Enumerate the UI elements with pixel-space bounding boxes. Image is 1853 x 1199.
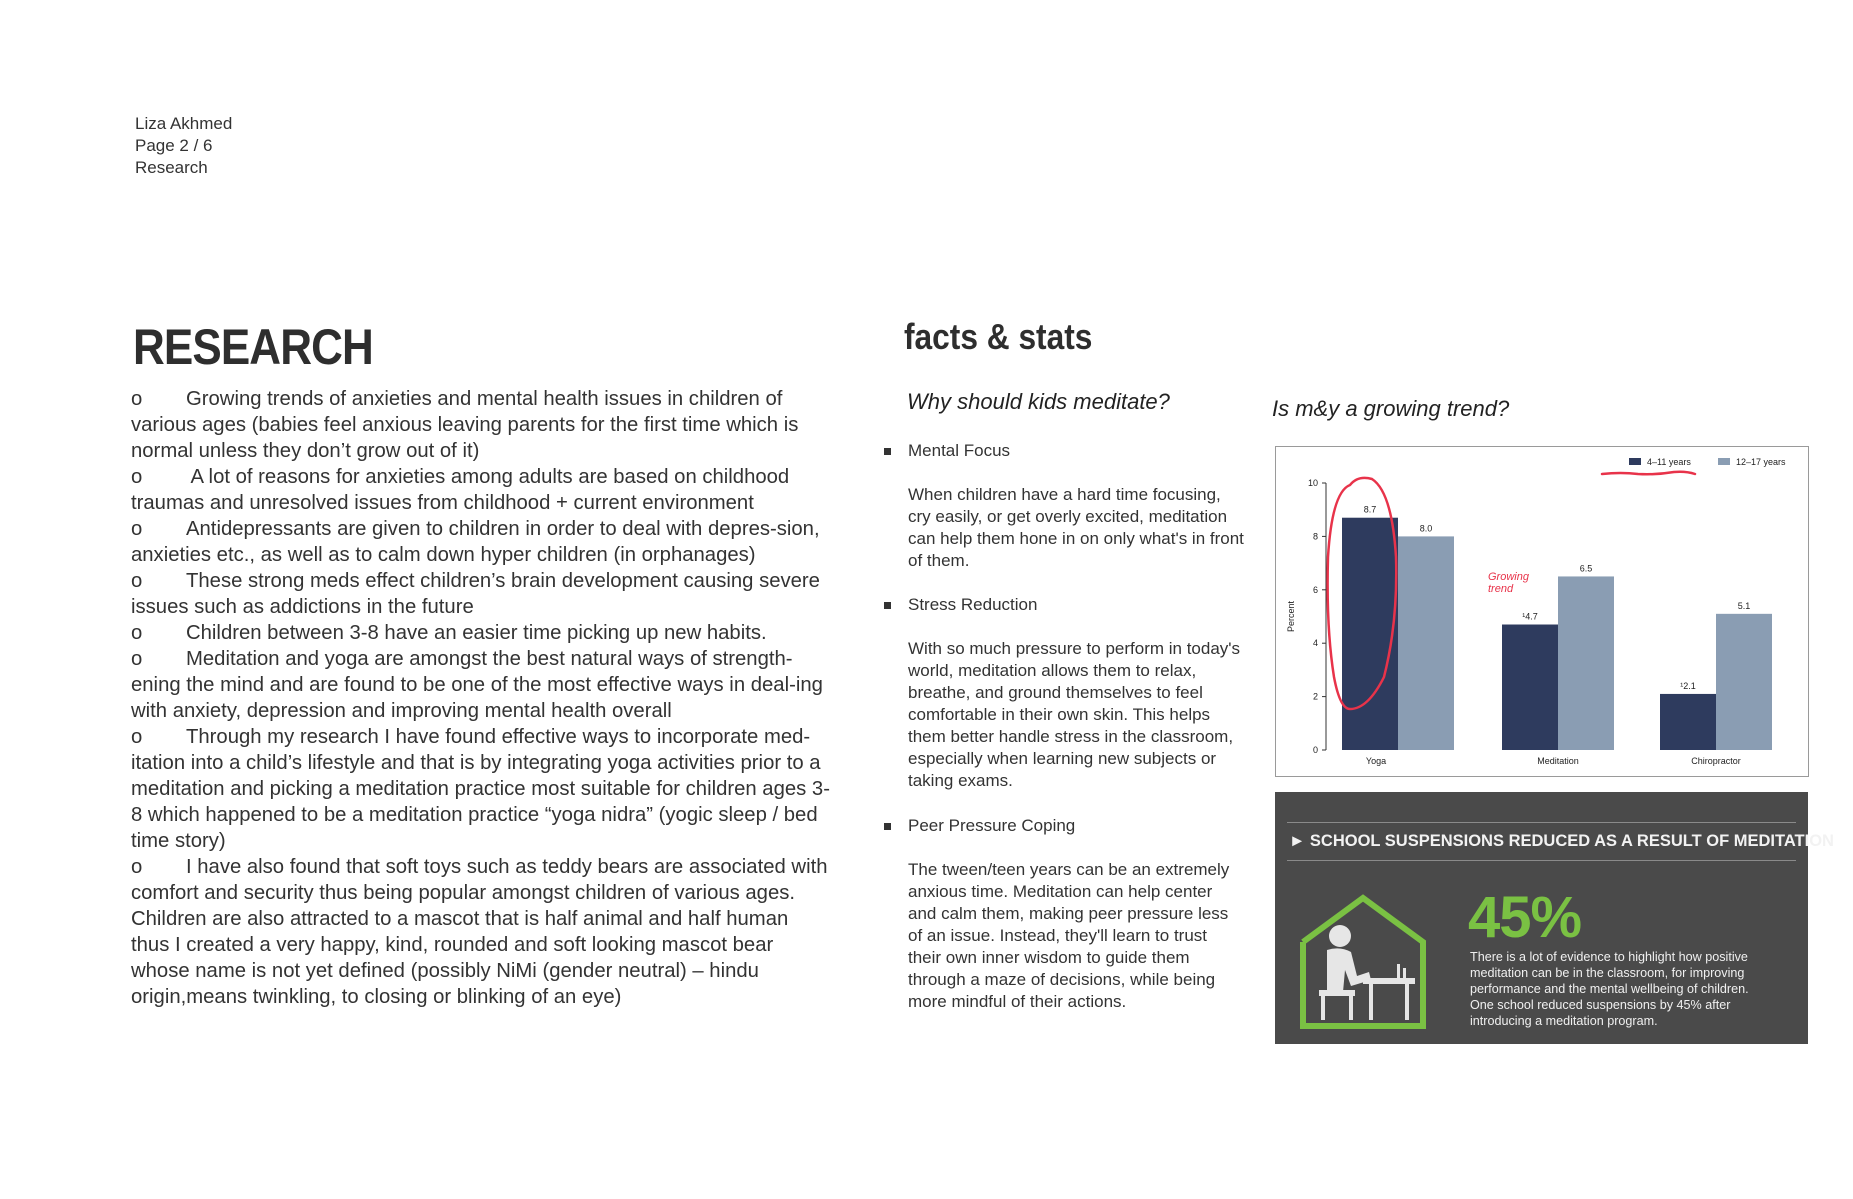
fact-mental-focus [884, 440, 1244, 572]
bar-chiropractor-series-1 [1660, 694, 1716, 750]
research-bullet: o [131, 466, 143, 488]
y-tick-label: 2 [1312, 691, 1318, 702]
infographic-stat: 45% [1468, 885, 1582, 950]
why-meditate-question: Why should kids meditate? [907, 389, 1170, 414]
author-name: Liza Akhmed [135, 114, 233, 133]
research-bullet: o [131, 648, 143, 670]
bar-value-label: 8.0 [1419, 523, 1433, 534]
y-tick-label: 6 [1312, 584, 1318, 595]
research-bullet: o [131, 388, 143, 410]
bar-value-label: 5.1 [1737, 600, 1751, 611]
fact-peer-pressure [884, 815, 1244, 1013]
bar-chiropractor-series-2 [1716, 614, 1772, 750]
bar-value-label: 6.5 [1579, 563, 1593, 574]
research-item-text: Children between 3-8 have an easier time picking up new habits. [186, 622, 767, 644]
research-bullet: o [131, 622, 143, 644]
y-tick-label: 8 [1312, 531, 1318, 542]
fact-heading: Stress Reduction [884, 594, 1244, 616]
research-item [131, 568, 831, 620]
research-bullet: o [131, 856, 143, 878]
divider [1287, 822, 1796, 823]
research-item-text: I have also found that soft toys such as teddy bears are associated with comfort and security thus being popular amongst children of various ages. Children are also attracted to a mascot that is half animal and half human thus I created a very happy, kind, rounded and soft looking mascot bear whose name is not yet defined (possibly NiMi (gender neutral) – hindu origin,means twinkling, to closing or blinking of an eye) [131, 856, 828, 1008]
research-item-text: Antidepressants are given to children in order to deal with depres-sion, anxieties etc., as well as to calm down hyper children (in orphanages) [131, 518, 820, 566]
legend-underline-annotation [1602, 472, 1695, 475]
y-tick-label: 10 [1307, 478, 1318, 488]
fact-body: The tween/teen years can be an extremely anxious time. Meditation can help center and calm them, making peer pressure less of an issue. Instead, they'll learn to trust their own inner wisdom to guide them through a maze of decisions, while being more mindful of their actions. [908, 860, 1230, 1011]
fact-heading: Peer Pressure Coping [884, 815, 1244, 837]
research-bullet: o [131, 518, 143, 540]
research-list [131, 386, 831, 1010]
legend-swatch [1718, 458, 1730, 465]
research-item [131, 620, 831, 646]
research-item [131, 854, 831, 1010]
bar-chart-svg [1276, 447, 1808, 776]
bar-chart [1275, 446, 1809, 777]
research-item-text: A lot of reasons for anxieties among adults are based on childhood traumas and unresolved issues from childhood + current environment [131, 466, 790, 514]
research-bullet: o [131, 726, 143, 748]
infographic-text: There is a lot of evidence to highlight how positive meditation can be in the classroom, for improving performance and the mental wellbeing of children. One school reduced suspensions by 45% after introducing a meditation program. [1470, 950, 1749, 1028]
research-item-text: Growing trends of anxieties and mental health issues in children of various ages (babies feel anxious leaving parents for the first time which is normal unless they don’t grow out of it) [131, 388, 799, 462]
research-item [131, 386, 831, 464]
research-title: RESEARCH [133, 319, 373, 375]
suspensions-infographic [1275, 792, 1834, 1044]
research-item [131, 464, 831, 516]
bar-value-label: ¹4.7 [1522, 611, 1538, 622]
legend-swatch [1629, 458, 1641, 465]
bar-meditation-series-1 [1502, 625, 1558, 750]
growing-trend-question: Is m&y a growing trend? [1272, 396, 1510, 421]
y-tick-label: 0 [1312, 745, 1318, 755]
divider [1287, 860, 1796, 861]
growing-trend-annotation: Growing [1488, 571, 1529, 583]
x-category-label: Chiropractor [1691, 756, 1741, 766]
facts-title: facts & stats [904, 316, 1093, 357]
research-item [131, 516, 831, 568]
bar-meditation-series-2 [1558, 576, 1614, 750]
bar-yoga-series-2 [1398, 536, 1454, 750]
research-bullet: o [131, 570, 143, 592]
legend-label: 4–11 years [1647, 457, 1691, 467]
page-number: Page 2 / 6 [135, 136, 213, 155]
fact-heading: Mental Focus [884, 440, 1244, 462]
legend-label: 12–17 years [1736, 457, 1786, 467]
bar-value-label: 8.7 [1363, 504, 1377, 515]
section-name: Research [135, 158, 208, 177]
child-at-desk-in-house-icon [1297, 892, 1429, 1032]
fact-stress-reduction [884, 594, 1244, 792]
fact-body: With so much pressure to perform in today's world, meditation allows them to relax, breathe, and ground themselves to feel comfortable in their own skin. This helps them better handle stress in the classroom, especially when learning new subjects or taking exams. [908, 639, 1241, 790]
bar-value-label: ¹2.1 [1680, 680, 1696, 691]
growing-trend-annotation: trend [1488, 583, 1514, 595]
document-meta [135, 113, 232, 179]
x-category-label: Meditation [1537, 756, 1579, 766]
infographic-heading: ► SCHOOL SUSPENSIONS REDUCED AS A RESULT OF MEDITATION [1289, 832, 1834, 850]
research-item-text: Through my research I have found effective ways to incorporate med-itation into a child’s lifestyle and that is by integrating yoga activities prior to a meditation and picking a meditation practice most suitable for children ages 3-8 which happened to be a meditation practice “yoga nidra” (yogic sleep / bed time story) [131, 726, 830, 852]
research-item-text: Meditation and yoga are amongst the best natural ways of strength-ening the mind and are found to be one of the most effective ways in deal-ing with anxiety, depression and improving mental health overall [131, 648, 823, 722]
research-item [131, 724, 831, 854]
research-item-text: These strong meds effect children’s brain development causing severe issues such as addictions in the future [131, 570, 820, 618]
y-tick-label: 4 [1312, 638, 1318, 649]
x-category-label: Yoga [1365, 756, 1387, 766]
bar-yoga-series-1 [1342, 518, 1398, 750]
research-item [131, 646, 831, 724]
y-axis-label: Percent [1286, 600, 1296, 633]
fact-body: When children have a hard time focusing, cry easily, or get overly excited, meditation can help them hone in on only what's in front of them. [908, 485, 1244, 570]
